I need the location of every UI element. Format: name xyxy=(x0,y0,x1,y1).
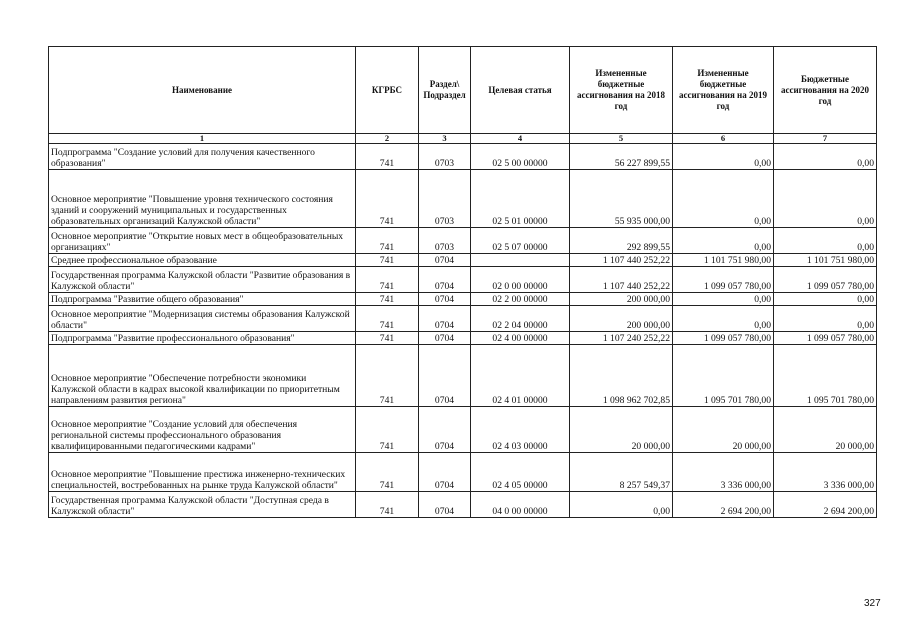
table-row xyxy=(49,170,877,228)
cell-name: Государственная программа Калужской области "Развитие образования в Калужской области" xyxy=(49,267,356,293)
cell-y2018: 1 098 962 702,85 xyxy=(570,345,673,407)
table-row xyxy=(49,293,877,306)
table-body xyxy=(49,144,877,518)
cell-target: 02 5 00 00000 xyxy=(471,144,570,170)
cell-section: 0704 xyxy=(419,407,471,453)
cell-kgrbs: 741 xyxy=(356,345,419,407)
page-number: 327 xyxy=(864,598,881,609)
cell-section: 0703 xyxy=(419,170,471,228)
cell-y2018: 200 000,00 xyxy=(570,293,673,306)
header-2018: Измененные бюджетные ассигнования на 2018 год xyxy=(570,47,673,134)
cell-y2020: 3 336 000,00 xyxy=(774,453,877,492)
cell-kgrbs: 741 xyxy=(356,332,419,345)
table-row xyxy=(49,228,877,254)
cell-y2018: 1 107 240 252,22 xyxy=(570,332,673,345)
cell-y2019: 3 336 000,00 xyxy=(673,453,774,492)
header-2019: Измененные бюджетные ассигнования на 2019 год xyxy=(673,47,774,134)
cell-y2018: 292 899,55 xyxy=(570,228,673,254)
header-row xyxy=(49,47,877,134)
cell-y2018: 1 107 440 252,22 xyxy=(570,254,673,267)
cell-y2019: 0,00 xyxy=(673,306,774,332)
budget-table xyxy=(48,46,877,518)
cell-target: 02 5 01 00000 xyxy=(471,170,570,228)
cell-kgrbs: 741 xyxy=(356,492,419,518)
cell-y2019: 0,00 xyxy=(673,170,774,228)
column-number: 2 xyxy=(356,134,419,144)
column-number: 1 xyxy=(49,134,356,144)
cell-y2020: 1 101 751 980,00 xyxy=(774,254,877,267)
cell-y2019: 0,00 xyxy=(673,228,774,254)
cell-name: Основное мероприятие "Повышение престижа инженерно-технических специальностей, востребованных на рынке труда Калужской области" xyxy=(49,453,356,492)
cell-y2018: 1 107 440 252,22 xyxy=(570,267,673,293)
cell-name: Подпрограмма "Развитие профессионального образования" xyxy=(49,332,356,345)
cell-name: Подпрограмма "Создание условий для получения качественного образования" xyxy=(49,144,356,170)
table-row xyxy=(49,306,877,332)
table-row xyxy=(49,492,877,518)
cell-name: Подпрограмма "Развитие общего образования" xyxy=(49,293,356,306)
cell-target: 04 0 00 00000 xyxy=(471,492,570,518)
cell-y2020: 0,00 xyxy=(774,144,877,170)
table-row xyxy=(49,254,877,267)
cell-name: Среднее профессиональное образование xyxy=(49,254,356,267)
cell-y2018: 20 000,00 xyxy=(570,407,673,453)
cell-y2019: 0,00 xyxy=(673,293,774,306)
cell-section: 0703 xyxy=(419,144,471,170)
cell-kgrbs: 741 xyxy=(356,293,419,306)
cell-y2019: 1 099 057 780,00 xyxy=(673,332,774,345)
cell-y2020: 0,00 xyxy=(774,306,877,332)
cell-y2020: 1 099 057 780,00 xyxy=(774,267,877,293)
cell-y2020: 0,00 xyxy=(774,228,877,254)
cell-y2019: 0,00 xyxy=(673,144,774,170)
cell-y2018: 55 935 000,00 xyxy=(570,170,673,228)
cell-y2018: 8 257 549,37 xyxy=(570,453,673,492)
cell-y2018: 200 000,00 xyxy=(570,306,673,332)
cell-y2018: 56 227 899,55 xyxy=(570,144,673,170)
cell-target: 02 4 05 00000 xyxy=(471,453,570,492)
cell-section: 0704 xyxy=(419,332,471,345)
table-row xyxy=(49,144,877,170)
cell-name: Основное мероприятие "Повышение уровня технического состояния зданий и сооружений муниципальных и государственных образовательных организаций Калужской области" xyxy=(49,170,356,228)
cell-kgrbs: 741 xyxy=(356,453,419,492)
column-number: 7 xyxy=(774,134,877,144)
cell-y2019: 20 000,00 xyxy=(673,407,774,453)
cell-target: 02 4 01 00000 xyxy=(471,345,570,407)
cell-y2020: 20 000,00 xyxy=(774,407,877,453)
cell-target: 02 4 00 00000 xyxy=(471,332,570,345)
cell-y2020: 2 694 200,00 xyxy=(774,492,877,518)
cell-section: 0704 xyxy=(419,293,471,306)
cell-y2019: 1 101 751 980,00 xyxy=(673,254,774,267)
cell-kgrbs: 741 xyxy=(356,228,419,254)
cell-kgrbs: 741 xyxy=(356,170,419,228)
header-target: Целевая статья xyxy=(471,47,570,134)
cell-section: 0703 xyxy=(419,228,471,254)
cell-target: 02 0 00 00000 xyxy=(471,267,570,293)
cell-section: 0704 xyxy=(419,254,471,267)
cell-y2018: 0,00 xyxy=(570,492,673,518)
cell-name: Основное мероприятие "Создание условий для обеспечения региональной системы профессионального образования квалифицированными педагогическими кадрами" xyxy=(49,407,356,453)
table-row xyxy=(49,332,877,345)
column-number: 3 xyxy=(419,134,471,144)
cell-y2020: 1 099 057 780,00 xyxy=(774,332,877,345)
cell-section: 0704 xyxy=(419,453,471,492)
cell-kgrbs: 741 xyxy=(356,407,419,453)
column-number-row xyxy=(49,134,877,144)
cell-name: Основное мероприятие "Модернизация системы образования Калужской области" xyxy=(49,306,356,332)
cell-y2020: 0,00 xyxy=(774,293,877,306)
cell-section: 0704 xyxy=(419,345,471,407)
table-row xyxy=(49,407,877,453)
table-row xyxy=(49,267,877,293)
cell-kgrbs: 741 xyxy=(356,144,419,170)
header-2020: Бюджетные ассигнования на 2020 год xyxy=(774,47,877,134)
header-kgrbs: КГРБС xyxy=(356,47,419,134)
cell-y2019: 1 099 057 780,00 xyxy=(673,267,774,293)
cell-name: Основное мероприятие "Открытие новых мест в общеобразовательных организациях" xyxy=(49,228,356,254)
cell-kgrbs: 741 xyxy=(356,267,419,293)
cell-y2019: 1 095 701 780,00 xyxy=(673,345,774,407)
cell-y2019: 2 694 200,00 xyxy=(673,492,774,518)
cell-target xyxy=(471,254,570,267)
cell-y2020: 0,00 xyxy=(774,170,877,228)
cell-section: 0704 xyxy=(419,267,471,293)
cell-section: 0704 xyxy=(419,492,471,518)
header-name: Наименование xyxy=(49,47,356,134)
cell-section: 0704 xyxy=(419,306,471,332)
header-section: Раздел\ Подраздел xyxy=(419,47,471,134)
cell-name: Государственная программа Калужской области "Доступная среда в Калужской области" xyxy=(49,492,356,518)
table-row xyxy=(49,453,877,492)
cell-target: 02 5 07 00000 xyxy=(471,228,570,254)
cell-kgrbs: 741 xyxy=(356,306,419,332)
column-number: 4 xyxy=(471,134,570,144)
column-number: 6 xyxy=(673,134,774,144)
column-number: 5 xyxy=(570,134,673,144)
cell-y2020: 1 095 701 780,00 xyxy=(774,345,877,407)
cell-kgrbs: 741 xyxy=(356,254,419,267)
cell-name: Основное мероприятие "Обеспечение потребности экономики Калужской области в кадрах высокой квалификации по приоритетным направлениям развития региона" xyxy=(49,345,356,407)
table-row xyxy=(49,345,877,407)
cell-target: 02 2 00 00000 xyxy=(471,293,570,306)
cell-target: 02 2 04 00000 xyxy=(471,306,570,332)
cell-target: 02 4 03 00000 xyxy=(471,407,570,453)
